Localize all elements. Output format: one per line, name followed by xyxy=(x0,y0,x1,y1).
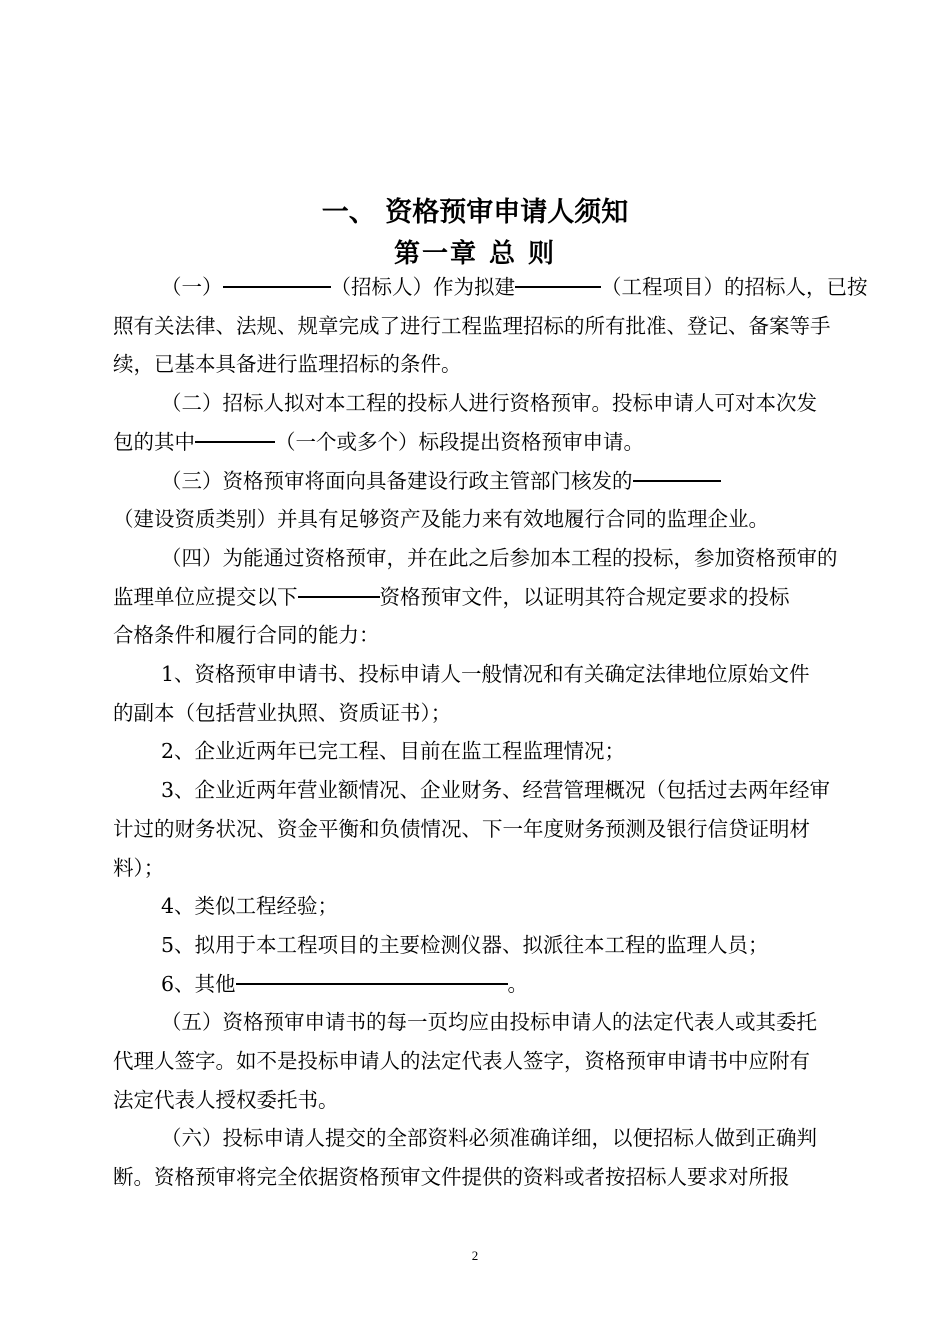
list-item: 4、类似工程经验； xyxy=(161,894,339,919)
paragraph-3: （三）资格预审将面向具备建设行政主管部门核发的 （建设资质类别）并具有足够资产及能力来有效地履行合同的监理企业。 xyxy=(113,462,861,539)
chapter-title: 第一章 总 则 xyxy=(393,239,557,269)
section-title: 一、 资格预审申请人须知 xyxy=(321,197,629,228)
list-item: 6、其他 。 xyxy=(113,965,861,1004)
paragraph-5: （五）资格预审申请书的每一页均应由投标申请人的法定代表人或其委托 代理人签字。如不是投标申请人的法定代表人签字，资格预审申请书中应附有 法定代表人授权委托书。 xyxy=(113,1010,817,1112)
list-item: 1、资格预审申请书、投标申请人一般情况和有关确定法律地位原始文件 的副本（包括营业执照、资质证书）； xyxy=(113,662,810,725)
paragraph-1: （一） （招标人）作为拟建 （工程项目）的招标人，已按 照有关法律、法规、规章完成了进行工程监理招标的所有批准、登记、备案等手 续，已基本具备进行监理招标的条件。 xyxy=(113,268,861,384)
document-body xyxy=(113,268,868,1197)
list-item: 5、拟用于本工程项目的主要检测仪器、拟派往本工程的监理人员； xyxy=(161,932,769,957)
paragraph-6: （六）投标申请人提交的全部资料必须准确详细，以便招标人做到正确判 断。资格预审将完全依据资格预审文件提供的资料或者按招标人要求对所报 xyxy=(113,1126,817,1190)
paragraph-4: （四）为能通过资格预审，并在此之后参加本工程的投标，参加资格预审的 监理单位应提交以下 资格预审文件，以证明其符合规定要求的投标 合格条件和履行合同的能力： xyxy=(113,545,838,648)
blank-field-tenderer xyxy=(223,264,331,288)
blank-field-other xyxy=(236,961,508,985)
blank-field-documents xyxy=(298,574,380,598)
list-item: 2、企业近两年已完工程、目前在监工程监理情况； xyxy=(161,739,626,764)
blank-field-sections xyxy=(195,419,275,443)
paragraph-2: （二）招标人拟对本工程的投标人进行资格预审。投标申请人可对本次发 包的其中 （一个或多个）标段提出资格预审申请。 xyxy=(113,391,817,454)
blank-field-qualification xyxy=(633,458,721,482)
list-item: 3、企业近两年营业额情况、企业财务、经营管理概况（包括过去两年经审 计过的财务状况、资金平衡和负债情况、下一年度财务预测及银行信贷证明材 料）； xyxy=(113,778,831,880)
page-number: 2 xyxy=(471,1248,479,1263)
blank-field-project xyxy=(515,264,601,288)
